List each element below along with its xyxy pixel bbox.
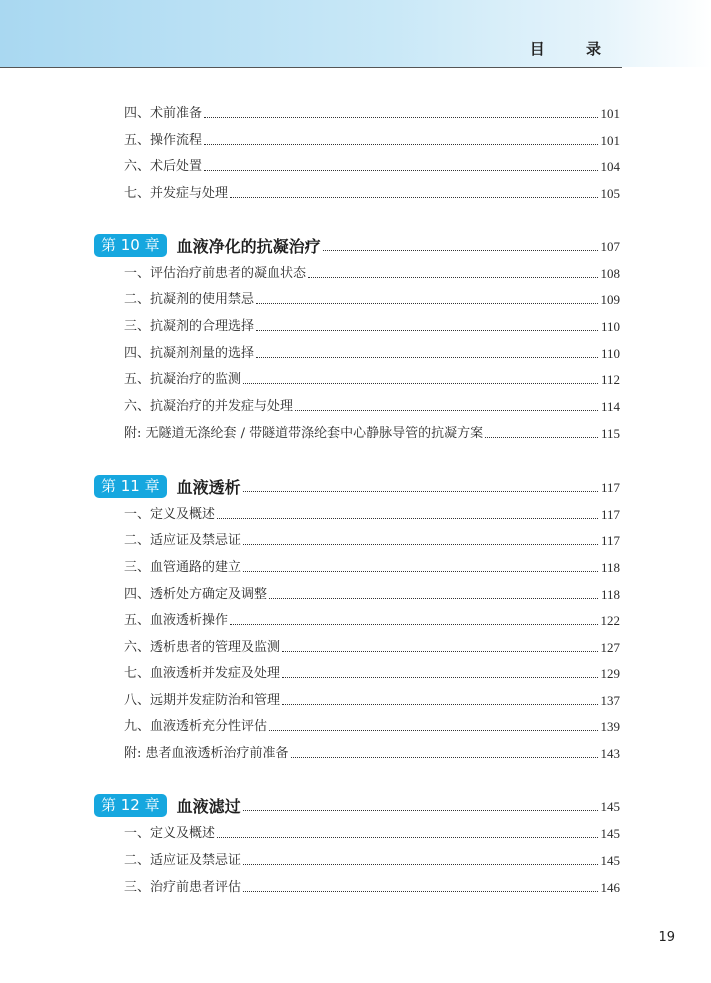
toc-entry-label: 二、适应证及禁忌证 bbox=[124, 533, 242, 548]
chapter-heading[interactable] bbox=[94, 794, 620, 817]
chapter-title: 血液净化的抗凝治疗 bbox=[176, 237, 321, 256]
page-ref: 108 bbox=[600, 266, 620, 281]
dot-leader bbox=[230, 623, 597, 625]
dot-leader bbox=[323, 249, 598, 251]
dot-leader bbox=[217, 836, 597, 838]
toc-entry-label: 三、血管通路的建立 bbox=[124, 560, 242, 575]
toc-entry-label: 四、透析处方确定及调整 bbox=[124, 587, 268, 602]
chapter-badge: 第 10 章 bbox=[94, 234, 167, 257]
dot-leader bbox=[243, 809, 598, 811]
page-ref: 129 bbox=[600, 666, 620, 681]
page-number: 19 bbox=[658, 930, 675, 945]
dot-leader bbox=[282, 703, 597, 705]
page-header-title: 目 录 bbox=[529, 40, 619, 58]
toc-entry-label: 六、抗凝治疗的并发症与处理 bbox=[124, 399, 294, 414]
page-ref: 137 bbox=[600, 693, 620, 708]
dot-leader bbox=[485, 436, 598, 438]
page-ref: 117 bbox=[600, 480, 620, 495]
page-ref: 146 bbox=[600, 880, 620, 895]
toc-entry-label: 五、抗凝治疗的监测 bbox=[124, 372, 242, 387]
toc-entry-label: 三、治疗前患者评估 bbox=[124, 880, 242, 895]
toc-entry[interactable] bbox=[94, 613, 620, 629]
page-ref: 145 bbox=[600, 799, 620, 814]
dot-leader bbox=[243, 543, 598, 545]
dot-leader bbox=[243, 863, 597, 865]
chapter-heading[interactable] bbox=[94, 234, 620, 257]
chapter-badge: 第 11 章 bbox=[94, 475, 167, 498]
toc-entry-label: 四、术前准备 bbox=[124, 106, 203, 121]
toc-entry[interactable] bbox=[94, 346, 620, 362]
toc-entry-label: 六、术后处置 bbox=[124, 159, 203, 174]
toc-entry[interactable] bbox=[94, 507, 620, 523]
page-ref: 145 bbox=[600, 853, 620, 868]
toc-entry-label: 一、定义及概述 bbox=[124, 826, 216, 841]
toc-entry[interactable] bbox=[94, 666, 620, 682]
toc-entry[interactable] bbox=[94, 880, 620, 896]
toc-entry[interactable] bbox=[94, 826, 620, 842]
toc-entry-label: 六、透析患者的管理及监测 bbox=[124, 640, 281, 655]
toc-entry[interactable] bbox=[94, 186, 620, 202]
toc-entry[interactable] bbox=[94, 533, 620, 549]
page-ref: 104 bbox=[600, 159, 620, 174]
toc-entry[interactable] bbox=[94, 719, 620, 735]
toc-entry-label: 三、抗凝剂的合理选择 bbox=[124, 319, 255, 334]
dot-leader bbox=[282, 650, 597, 652]
page-ref: 122 bbox=[600, 613, 620, 628]
page-ref: 145 bbox=[600, 826, 620, 841]
toc-entry[interactable] bbox=[94, 587, 620, 603]
dot-leader bbox=[269, 729, 597, 731]
page-ref: 107 bbox=[600, 239, 620, 254]
dot-leader bbox=[295, 409, 598, 411]
toc-entry[interactable] bbox=[94, 399, 620, 415]
dot-leader bbox=[243, 890, 597, 892]
toc-entry[interactable] bbox=[94, 159, 620, 175]
dot-leader bbox=[256, 356, 598, 358]
toc-entry[interactable] bbox=[94, 319, 620, 335]
chapter-heading[interactable] bbox=[94, 475, 620, 498]
header-rule bbox=[0, 67, 622, 68]
dot-leader bbox=[256, 302, 597, 304]
toc-entry[interactable] bbox=[94, 746, 620, 762]
toc-entry-label: 八、远期并发症防治和管理 bbox=[124, 693, 281, 708]
toc-entry[interactable] bbox=[94, 426, 620, 442]
toc-entry-label: 一、定义及概述 bbox=[124, 507, 216, 522]
dot-leader bbox=[282, 676, 597, 678]
toc-entry[interactable] bbox=[94, 133, 620, 149]
page-ref: 109 bbox=[600, 292, 620, 307]
toc-entry[interactable] bbox=[94, 853, 620, 869]
page-ref: 127 bbox=[600, 640, 620, 655]
dot-leader bbox=[204, 116, 597, 118]
page-ref: 101 bbox=[600, 106, 620, 121]
toc-entry-label: 二、抗凝剂的使用禁忌 bbox=[124, 292, 255, 307]
dot-leader bbox=[243, 382, 598, 384]
toc-entry-label: 二、适应证及禁忌证 bbox=[124, 853, 242, 868]
chapter-title: 血液透析 bbox=[176, 478, 241, 497]
dot-leader bbox=[269, 597, 598, 599]
page-ref: 143 bbox=[600, 746, 620, 761]
dot-leader bbox=[291, 756, 598, 758]
toc-entry[interactable] bbox=[94, 693, 620, 709]
toc-entry-label: 九、血液透析充分性评估 bbox=[124, 719, 268, 734]
toc-entry[interactable] bbox=[94, 640, 620, 656]
toc-entry[interactable] bbox=[94, 372, 620, 388]
dot-leader bbox=[256, 329, 598, 331]
dot-leader bbox=[217, 517, 598, 519]
toc-entry[interactable] bbox=[94, 266, 620, 282]
toc-entry[interactable] bbox=[94, 560, 620, 576]
dot-leader bbox=[230, 196, 597, 198]
dot-leader bbox=[308, 276, 597, 278]
dot-leader bbox=[204, 143, 597, 145]
page-ref: 110 bbox=[600, 346, 620, 361]
dot-leader bbox=[204, 169, 597, 171]
page-ref: 115 bbox=[600, 426, 620, 441]
page-ref: 110 bbox=[600, 319, 620, 334]
page-ref: 139 bbox=[600, 719, 620, 734]
page-ref: 118 bbox=[600, 560, 620, 575]
toc-entry-label: 五、操作流程 bbox=[124, 133, 203, 148]
page-ref: 114 bbox=[600, 399, 620, 414]
page-ref: 117 bbox=[600, 533, 620, 548]
toc-entry-label: 七、血液透析并发症及处理 bbox=[124, 666, 281, 681]
chapter-title: 血液滤过 bbox=[176, 797, 241, 816]
page-ref: 105 bbox=[600, 186, 620, 201]
dot-leader bbox=[243, 490, 598, 492]
toc-entry-label: 七、并发症与处理 bbox=[124, 186, 229, 201]
dot-leader bbox=[243, 570, 598, 572]
toc-entry[interactable] bbox=[94, 292, 620, 308]
toc-entry-label: 附: 无隧道无涤纶套 / 带隧道带涤纶套中心静脉导管的抗凝方案 bbox=[124, 426, 484, 441]
toc-entry[interactable] bbox=[94, 106, 620, 122]
page-ref: 118 bbox=[600, 587, 620, 602]
toc-entry-label: 附: 患者血液透析治疗前准备 bbox=[124, 746, 289, 761]
toc-entry-label: 五、血液透析操作 bbox=[124, 613, 229, 628]
page-ref: 101 bbox=[600, 133, 620, 148]
page-ref: 112 bbox=[600, 372, 620, 387]
toc-entry-label: 四、抗凝剂剂量的选择 bbox=[124, 346, 255, 361]
toc-entry-label: 一、评估治疗前患者的凝血状态 bbox=[124, 266, 307, 281]
page-ref: 117 bbox=[600, 507, 620, 522]
chapter-badge: 第 12 章 bbox=[94, 794, 167, 817]
